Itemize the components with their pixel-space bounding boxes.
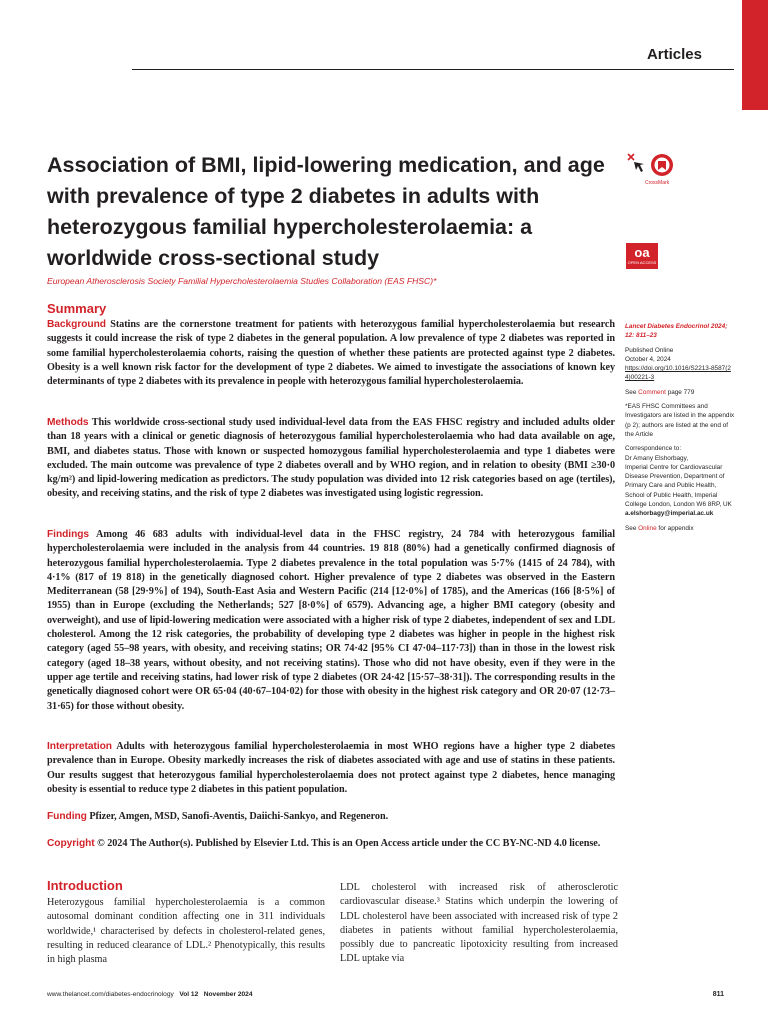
summary-heading: Summary	[47, 301, 107, 316]
see-appendix-suffix: for appendix	[656, 524, 694, 532]
background-text: Statins are the cornerstone treatment for patients with heterozygous familial hypercholesterolaemia but research suggests it could increase the risk of type 2 diabetes in the general population. A low prevalence of type 2 diabetes was reported in some familial hypercholesterolaemia cohorts, raising the question of whether these patients are protected against type 2 diabetes. Obesity is a well known risk factor for the development of type 2 diabetes. We aimed to investigate the associations of known key determinants of type 2 diabetes with its prevalence in people with heterozygous familial hypercholesterolaemia.	[47, 319, 615, 388]
background-label: Background	[47, 319, 106, 330]
methods-text: This worldwide cross-sectional study used individual-level data from the EAS FHSC registry and included adults older than 18 years with a clinical or genetic diagnosis of heterozygous familial hypercholesterolaemia who had data available on age, BMI, and diabetes status. Those with known or suspected homozygous familial hypercholesterolaemia and type 1 diabetes were excluded. The main outcome was prevalence of type 2 diabetes overall and by WHO region, and in relation to obesity (BMI ≥30·0 kg/m²) and lipid-lowering medication as predictors. The study population was divided into 12 risk categories based on age (tertiles), obesity, and receiving statins, and the risk of type 2 diabetes was investigated using logistic regression.	[47, 417, 615, 500]
correspondence-affiliation: Imperial Centre for Cardiovascular Disease Prevention, Department of Primary Care and Public Health, School of Public Health, Imperial College London, London W6 8RP, UK	[625, 463, 732, 509]
findings-text: Among 46 683 adults with individual-level data in the FHSC registry, 24 784 with heterozygous familial hypercholesterolaemia were included in the analysis from 44 countries. 19 818 (80%) had a genetically confirmed diagnosis of heterozygous familial hypercholesterolaemia. Type 2 diabetes prevalence in the total population was 5·7% (1415 of 24 784), with 4·1% (817 of 19 818) in the genetically diagnosed cohort. Higher prevalence of type 2 diabetes was observed in the Eastern Mediterranean (58 [29·9%] of 194), South-East Asia and Western Pacific (214 [12·0%] of 1785), and the Americas (166 [8·5%] of 1955) than in Europe (excluding the Netherlands; 527 [8·0%] of 6579). Advancing age, a higher BMI category (obesity and overweight), and use of lipid-lowering medication were associated with a higher risk of type 2 diabetes, independent of sex and LDL cholesterol. Among the 12 risk categories, the probability of developing type 2 diabetes was higher in people in the highest risk category (aged 55–98 years, with obesity, and receiving statins; OR 74·42 [95% CI 47·04–117·73]) than in those in the lowest risk category (aged 18–38 years, without obesity, and not receiving statins). Those who did not have obesity, even if they were in the upper age tertile and receiving statins, had lower risk of type 2 diabetes (OR 24·42 [15·57–38·31]). The corresponding results in the genetically diagnosed cohort were OR 65·04 (40·67–104·02) for those with obesity in the highest risk category and OR 20·07 (12·73–31·65) for those without obesity.	[47, 529, 615, 712]
see-comment-prefix: See	[625, 388, 639, 396]
introduction-heading: Introduction	[47, 878, 123, 893]
see-comment	[625, 388, 735, 397]
journal-citation: Lancet Diabetes Endocrinol 2024; 12: 811–23	[625, 323, 728, 340]
copyright-label: Copyright	[47, 838, 95, 849]
see-comment-suffix: page 779	[665, 388, 695, 396]
summary-background	[47, 318, 615, 389]
online-appendix-link[interactable]: Online	[638, 524, 657, 532]
methods-label: Methods	[47, 417, 89, 428]
introduction-right-column: LDL cholesterol with increased risk of atherosclerotic cardiovascular disease.³ Statins which underpin the lowering of LDL cholesterol have been associated with increased risk of type 2 diabetes in patients without familial hypercholesterolaemia, possibly due to pancreatic lipotoxicity resulting from increased LDL uptake via	[340, 882, 618, 965]
correspondence-name: Dr Amany Elshorbagy,	[625, 454, 689, 462]
header-divider	[132, 69, 734, 70]
footer-volume: Vol 12	[179, 991, 199, 998]
open-access-badge	[626, 243, 658, 269]
crossmark-label: CrossMark	[645, 180, 670, 186]
article-title: Association of BMI, lipid-lowering medication, and age with prevalence of type 2 diabetes in adults with heterozygous familial hypercholesterolaemia: a worldwide cross-sectional study	[47, 153, 605, 270]
summary-methods	[47, 416, 615, 502]
interpretation-text: Adults with heterozygous familial hypercholesterolaemia in most WHO regions have a higher type 2 diabetes prevalence than in Europe. Obesity markedly increases the risk of diabetes associated with age and use of statins in these patients. Our results suggest that heterozygous familial hypercholesterolaemia does not protect against type 2 diabetes, hence managing obesity is essential to reduce type 2 diabetes in this patient population.	[47, 741, 615, 795]
article-sidebar	[625, 322, 735, 538]
author-collaboration: European Atherosclerosis Society Familial Hypercholesterolaemia Studies Collaboration (EAS FHSC)*	[47, 276, 437, 286]
summary-findings	[47, 528, 615, 714]
open-access-label: oa	[634, 245, 650, 260]
copyright-text: © 2024 The Author(s). Published by Elsevier Ltd. This is an Open Access article under the CC BY-NC-ND 4.0 license.	[94, 838, 601, 849]
published-date: October 4, 2024	[625, 355, 671, 363]
open-access-sub-label: OPEN ACCESS	[627, 260, 657, 265]
summary-funding	[47, 810, 615, 824]
comment-link[interactable]: Comment	[638, 388, 666, 396]
section-color-tab	[742, 0, 768, 110]
introduction-left-column: Heterozygous familial hypercholesterolaemia is a common autosomal dominant condition affecting one in 311 individuals worldwide,¹ characterised by defects in cholesterol-related genes, resulting in reduced clearance of LDL.² Phenotypically, this results in high plasma	[47, 897, 325, 966]
correspondence	[625, 444, 735, 518]
see-appendix-prefix: See	[625, 524, 639, 532]
funding-label: Funding	[47, 811, 87, 822]
interpretation-label: Interpretation	[47, 741, 112, 752]
findings-label: Findings	[47, 529, 90, 540]
footer-url[interactable]: www.thelancet.com/diabetes-endocrinology	[47, 991, 174, 998]
publication-info	[625, 346, 735, 383]
correspondence-label: Correspondence to:	[625, 445, 682, 453]
funding-text: Pfizer, Amgen, MSD, Sanofi-Aventis, Daiichi-Sankyo, and Regeneron.	[86, 811, 389, 822]
published-label: Published Online	[625, 346, 674, 354]
footer-source	[47, 991, 253, 998]
section-label: Articles	[646, 46, 702, 63]
correspondence-email[interactable]: a.elshorbagy@imperial.ac.uk	[625, 510, 714, 518]
see-appendix	[625, 524, 735, 533]
doi-link[interactable]: https://doi.org/10.1016/S2213-8587(24)00221-3	[625, 365, 731, 382]
summary-interpretation	[47, 740, 615, 797]
page-number: 811	[712, 991, 724, 998]
committee-note: *EAS FHSC Committees and Investigators are listed in the appendix (p 2); authors are listed at the end of the Article	[625, 403, 735, 438]
summary-copyright	[47, 837, 615, 851]
footer-date: November 2024	[203, 991, 253, 998]
